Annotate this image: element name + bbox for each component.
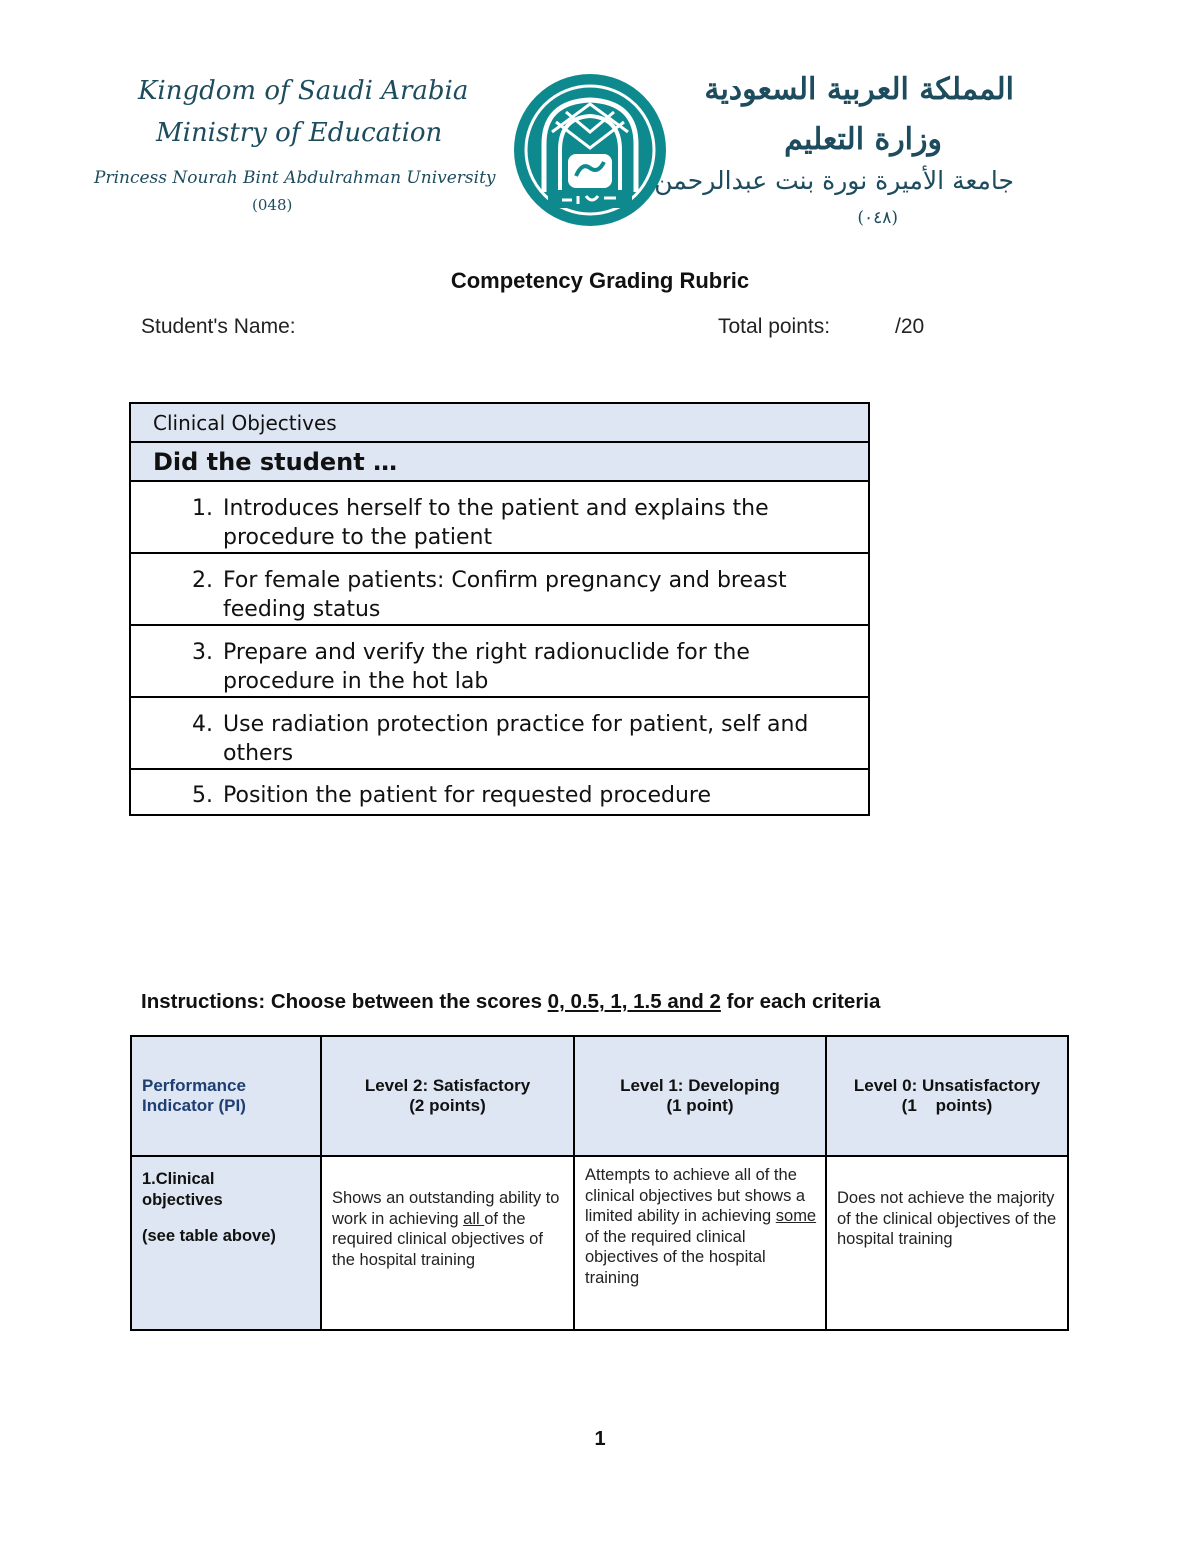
total-points-value: /20: [895, 315, 925, 338]
header-ar-kingdom: المملكة العربية السعودية: [704, 72, 1014, 107]
pi-title: 1.Clinical objectives: [142, 1170, 223, 1209]
student-name-label: Student's Name:: [141, 315, 296, 338]
level2-points: (2 points): [409, 1096, 486, 1115]
level1-desc: Attempts to achieve all of the clinical objectives but shows a limited ability in achieving: [585, 1166, 806, 1225]
objective-number: 4.: [192, 712, 213, 737]
rubric-table: [130, 1035, 1069, 1331]
objective-number: 3.: [192, 640, 213, 665]
rubric-header-level0: [826, 1036, 1068, 1156]
rubric-header-level1: [574, 1036, 826, 1156]
rubric-cell-level0: Does not achieve the majority of the clinical objectives of the hospital training: [826, 1156, 1068, 1330]
instructions-scores: 0, 0.5, 1, 1.5 and 2: [547, 990, 721, 1013]
level2-desc-end: of the required clinical objectives of the hospital training: [332, 1209, 543, 1269]
header-ar-ministry: وزارة التعليم: [784, 122, 942, 157]
objective-row: [130, 697, 869, 769]
level1-emph: some: [775, 1207, 817, 1225]
header-en-code: (048): [252, 196, 293, 214]
page-number: 1: [594, 1428, 606, 1450]
objectives-header: Clinical Objectives: [130, 403, 869, 442]
level0-title: Level 0: Unsatisfactory: [853, 1076, 1041, 1095]
objective-number: 2.: [192, 568, 213, 593]
objective-text: Introduces herself to the patient and explains the procedure to the patient: [223, 496, 769, 550]
instructions: [141, 990, 880, 1014]
objective-row: [130, 553, 869, 625]
objective-text: Prepare and verify the right radionuclide for the procedure in the hot lab: [223, 640, 750, 694]
objective-row: [130, 481, 869, 553]
pi-subtitle: (see table above): [142, 1227, 276, 1245]
university-seal-icon: [512, 72, 668, 228]
objective-number: 5.: [192, 783, 213, 808]
level1-desc-end: of the required clinical objectives of the hospital training: [585, 1227, 766, 1287]
objective-text: Position the patient for requested procedure: [223, 783, 712, 808]
rubric-header-pi-text: Performance Indicator (PI): [142, 1076, 246, 1115]
level1-title: Level 1: Developing: [620, 1076, 780, 1095]
level2-desc: Shows an outstanding ability to work in achieving: [332, 1189, 560, 1228]
level0-points: (1 points): [901, 1096, 993, 1115]
total-points-label: Total points:: [718, 315, 831, 338]
rubric-header-pi: [131, 1036, 321, 1156]
header-ar-university: جامعة الأميرة نورة بنت عبدالرحمن: [654, 166, 1014, 195]
rubric-cell-level1: [574, 1156, 826, 1330]
header-en-university: Princess Nourah Bint Abdulrahman University: [94, 168, 496, 188]
instructions-suffix: for each criteria: [720, 990, 881, 1013]
rubric-row-pi: [131, 1156, 321, 1330]
objective-row: [130, 625, 869, 697]
level1-points: (1 point): [666, 1096, 734, 1115]
objectives-subheader: Did the student …: [130, 442, 869, 481]
page-title: Competency Grading Rubric: [450, 268, 750, 293]
header-en-ministry: Ministry of Education: [156, 118, 443, 148]
header-ar-code: (٠٤٨): [857, 208, 898, 228]
clinical-objectives-table: [129, 402, 870, 816]
instructions-prefix: Instructions: Choose between the scores: [141, 990, 548, 1013]
level2-emph: all: [463, 1209, 485, 1228]
objective-text: Use radiation protection practice for patient, self and others: [223, 712, 809, 766]
objective-text: For female patients: Confirm pregnancy and breast feeding status: [223, 568, 787, 622]
header-en-kingdom: Kingdom of Saudi Arabia: [138, 76, 469, 106]
rubric-cell-level2: [321, 1156, 574, 1330]
rubric-header-level2: [321, 1036, 574, 1156]
objective-number: 1.: [192, 496, 213, 521]
objective-row: [130, 769, 869, 815]
level2-title: Level 2: Satisfactory: [364, 1076, 531, 1095]
